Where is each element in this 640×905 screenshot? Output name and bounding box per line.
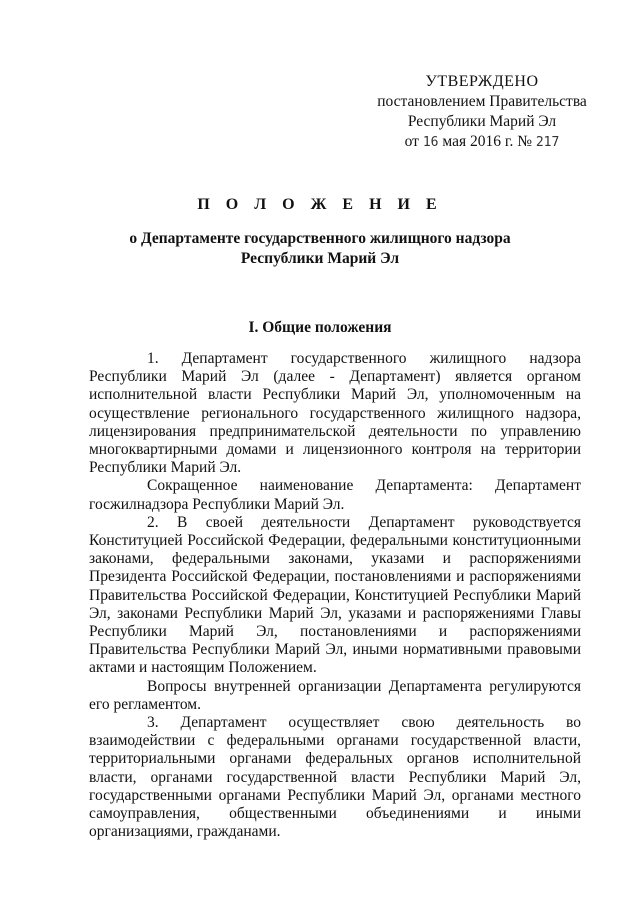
date-day: 16	[422, 135, 439, 150]
paragraph-1: 1. Департамент государственного жилищного надзора Республики Марий Эл (далее - Департамент) является органом исполнительной власти Республики Марий Эл, уполномоченным на осуществление регионального государственного жилищного надзора, лицензирования предпринимательской деятельности по управлению многоквартирными домами и лицензионного контроля на территории Республики Марий Эл.	[89, 350, 581, 477]
paragraph-internal-organization: Вопросы внутренней организации Департамента регулируются его регламентом.	[89, 677, 581, 713]
document-body	[89, 350, 581, 841]
subtitle-line-1: о Департаменте государственного жилищного надзора	[129, 230, 511, 247]
document-number: 217	[535, 135, 560, 150]
approval-date-line	[372, 132, 592, 153]
paragraph-3: 3. Департамент осуществляет свою деятельность во взаимодействии с федеральными органами государственной власти, территориальными органами федеральных органов исполнительной власти, органами государственной власти Республики Марий Эл, государственными органами Республики Марий Эл, органами местного самоуправления, общественными объединениями и иными организациями, гражданами.	[89, 714, 581, 841]
document-subtitle	[100, 229, 540, 269]
approval-line-2: Республики Марий Эл	[407, 113, 557, 130]
subtitle-line-2: Республики Марий Эл	[240, 250, 400, 267]
approval-stamp: УТВЕРЖДЕНО	[425, 73, 539, 90]
section-title: I. Общие положения	[248, 319, 392, 336]
approval-line-1: постановлением Правительства	[377, 93, 587, 110]
date-month-year: мая 2016 г. №	[442, 133, 532, 150]
approval-block	[372, 72, 592, 153]
document-title: П О Л О Ж Е Н И Е	[197, 196, 443, 213]
paragraph-short-name: Сокращенное наименование Департамента: Департамент госжилнадзора Республики Марий Эл.	[89, 477, 581, 513]
paragraph-2: 2. В своей деятельности Департамент руководствуется Конституцией Российской Федерации, федеральными конституционными законами, федеральными законами, указами и распоряжениями Президента Российской Федерации, постановлениями и распоряжениями Правительства Российской Федерации, Конституцией Республики Марий Эл, законами Республики Марий Эл, указами и распоряжениями Главы Республики Марий Эл, постановлениями и распоряжениями Правительства Республики Марий Эл, иными нормативными правовыми актами и настоящим Положением.	[89, 513, 581, 677]
date-prefix: от	[404, 133, 419, 150]
